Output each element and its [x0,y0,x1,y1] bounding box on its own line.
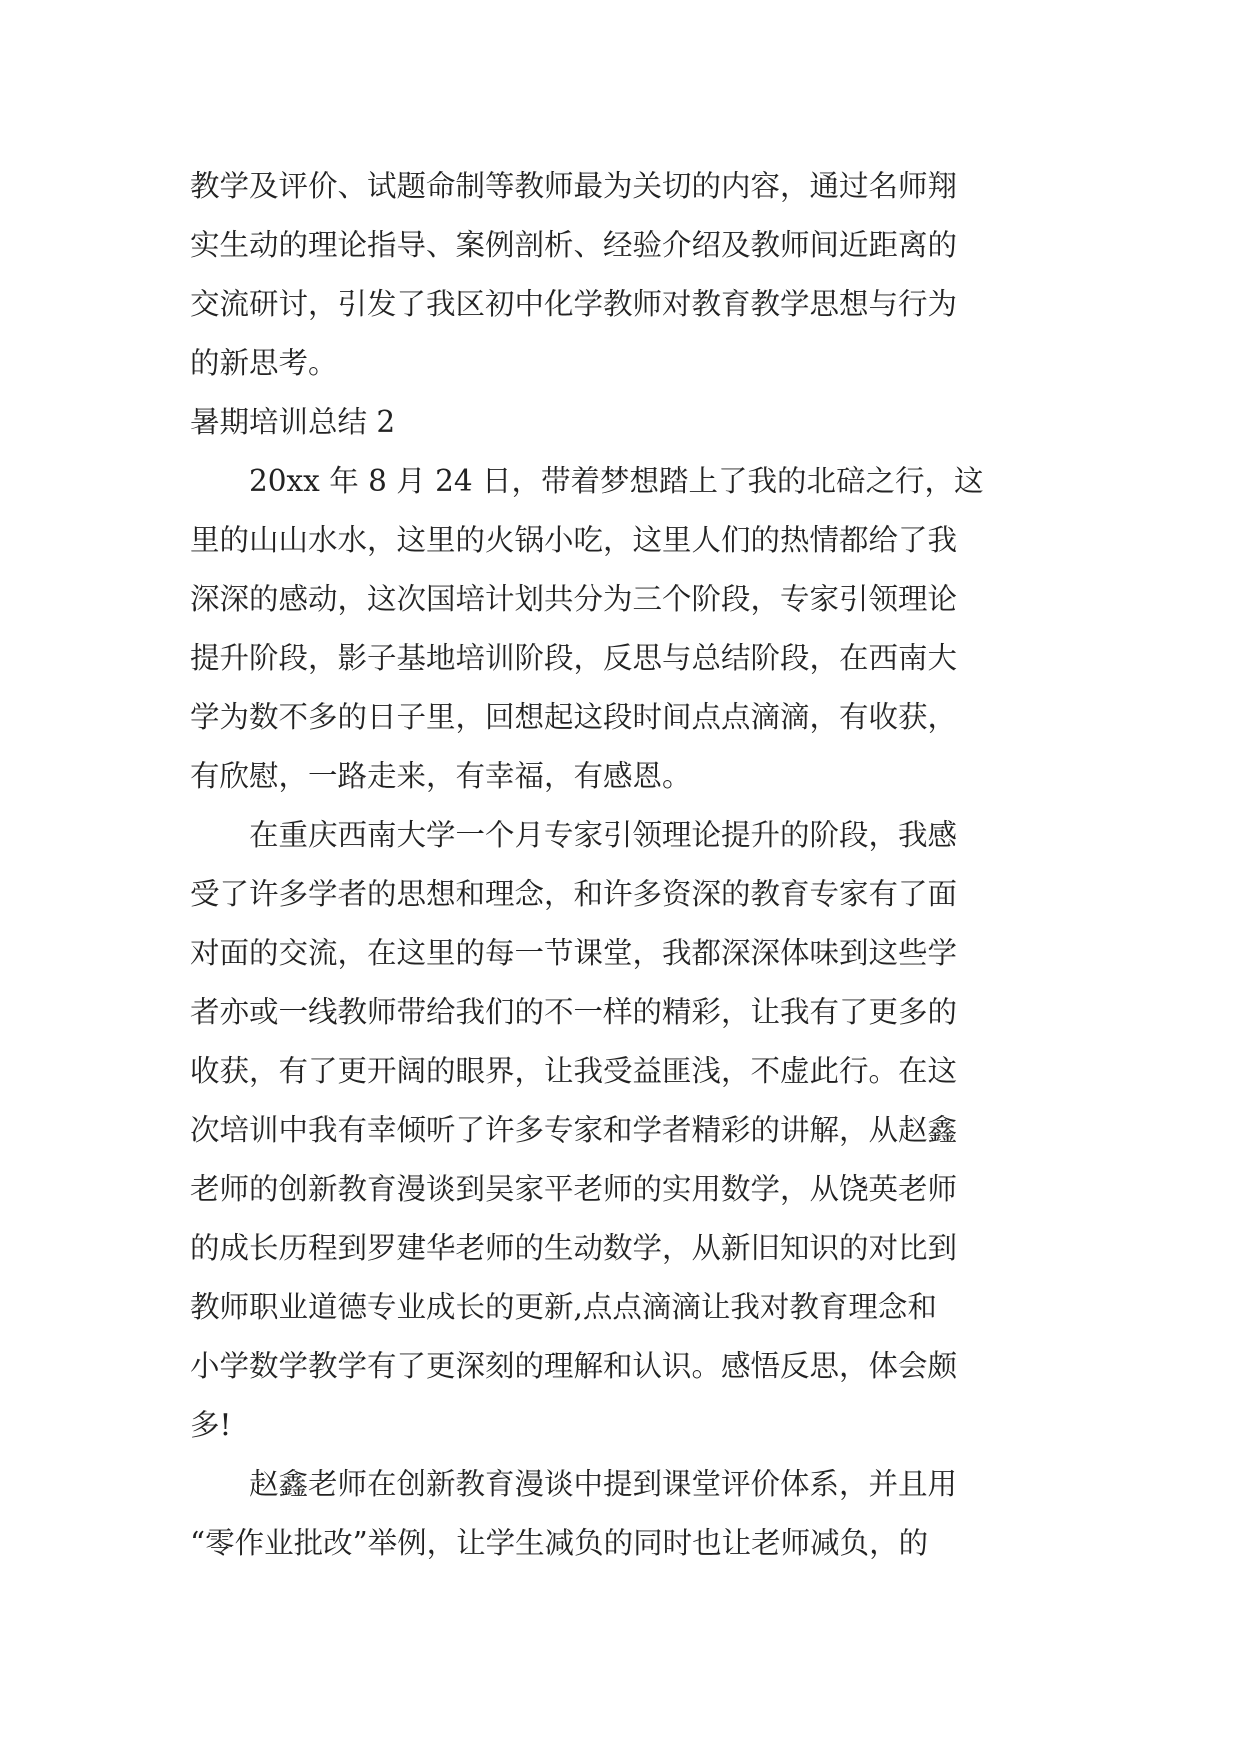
text-line: “零作业批改”举例，让学生减负的同时也让老师减负，的 [190,1526,929,1560]
section-heading: 暑期培训总结 2 [190,405,396,439]
text-line: 里的山山水水，这里的火锅小吃，这里人们的热情都给了我 [190,523,958,557]
text-line: 次培训中我有幸倾听了许多专家和学者精彩的讲解，从赵鑫 [190,1113,958,1147]
text-line: 对面的交流，在这里的每一节课堂，我都深深体味到这些学 [190,936,958,970]
text-line: 老师的创新教育漫谈到吴家平老师的实用数学，从饶英老师 [190,1172,958,1206]
text-line: 提升阶段，影子基地培训阶段，反思与总结阶段，在西南大 [190,641,958,675]
text-line: 深深的感动，这次国培计划共分为三个阶段，专家引领理论 [190,582,958,616]
text-line: 受了许多学者的思想和理念，和许多资深的教育专家有了面 [190,877,958,911]
document-body [190,157,1070,1573]
text-line: 交流研讨，引发了我区初中化学教师对教育教学思想与行为 [190,287,958,321]
text-line: 20xx 年 8 月 24 日，带着梦想踏上了我的北碚之行，这 [190,464,984,498]
text-line: 实生动的理论指导、案例剖析、经验介绍及教师间近距离的 [190,228,958,262]
text-line: 赵鑫老师在创新教育漫谈中提到课堂评价体系，并且用 [190,1467,958,1501]
text-line: 教师职业道德专业成长的更新,点点滴滴让我对教育理念和 [190,1290,937,1324]
text-line: 收获，有了更开阔的眼界，让我受益匪浅，不虚此行。在这 [190,1054,958,1088]
text-line: 教学及评价、试题命制等教师最为关切的内容，通过名师翔 [190,169,958,203]
text-line: 的新思考。 [190,346,338,380]
text-line: 多! [190,1408,232,1442]
text-line: 的成长历程到罗建华老师的生动数学，从新旧知识的对比到 [190,1231,958,1265]
text-line: 小学数学教学有了更深刻的理解和认识。感悟反思，体会颇 [190,1349,958,1383]
text-line: 者亦或一线教师带给我们的不一样的精彩，让我有了更多的 [190,995,958,1029]
text-line: 在重庆西南大学一个月专家引领理论提升的阶段，我感 [190,818,958,852]
text-line: 学为数不多的日子里，回想起这段时间点点滴滴，有收获， [190,700,958,734]
text-line: 有欣慰，一路走来，有幸福，有感恩。 [190,759,692,793]
